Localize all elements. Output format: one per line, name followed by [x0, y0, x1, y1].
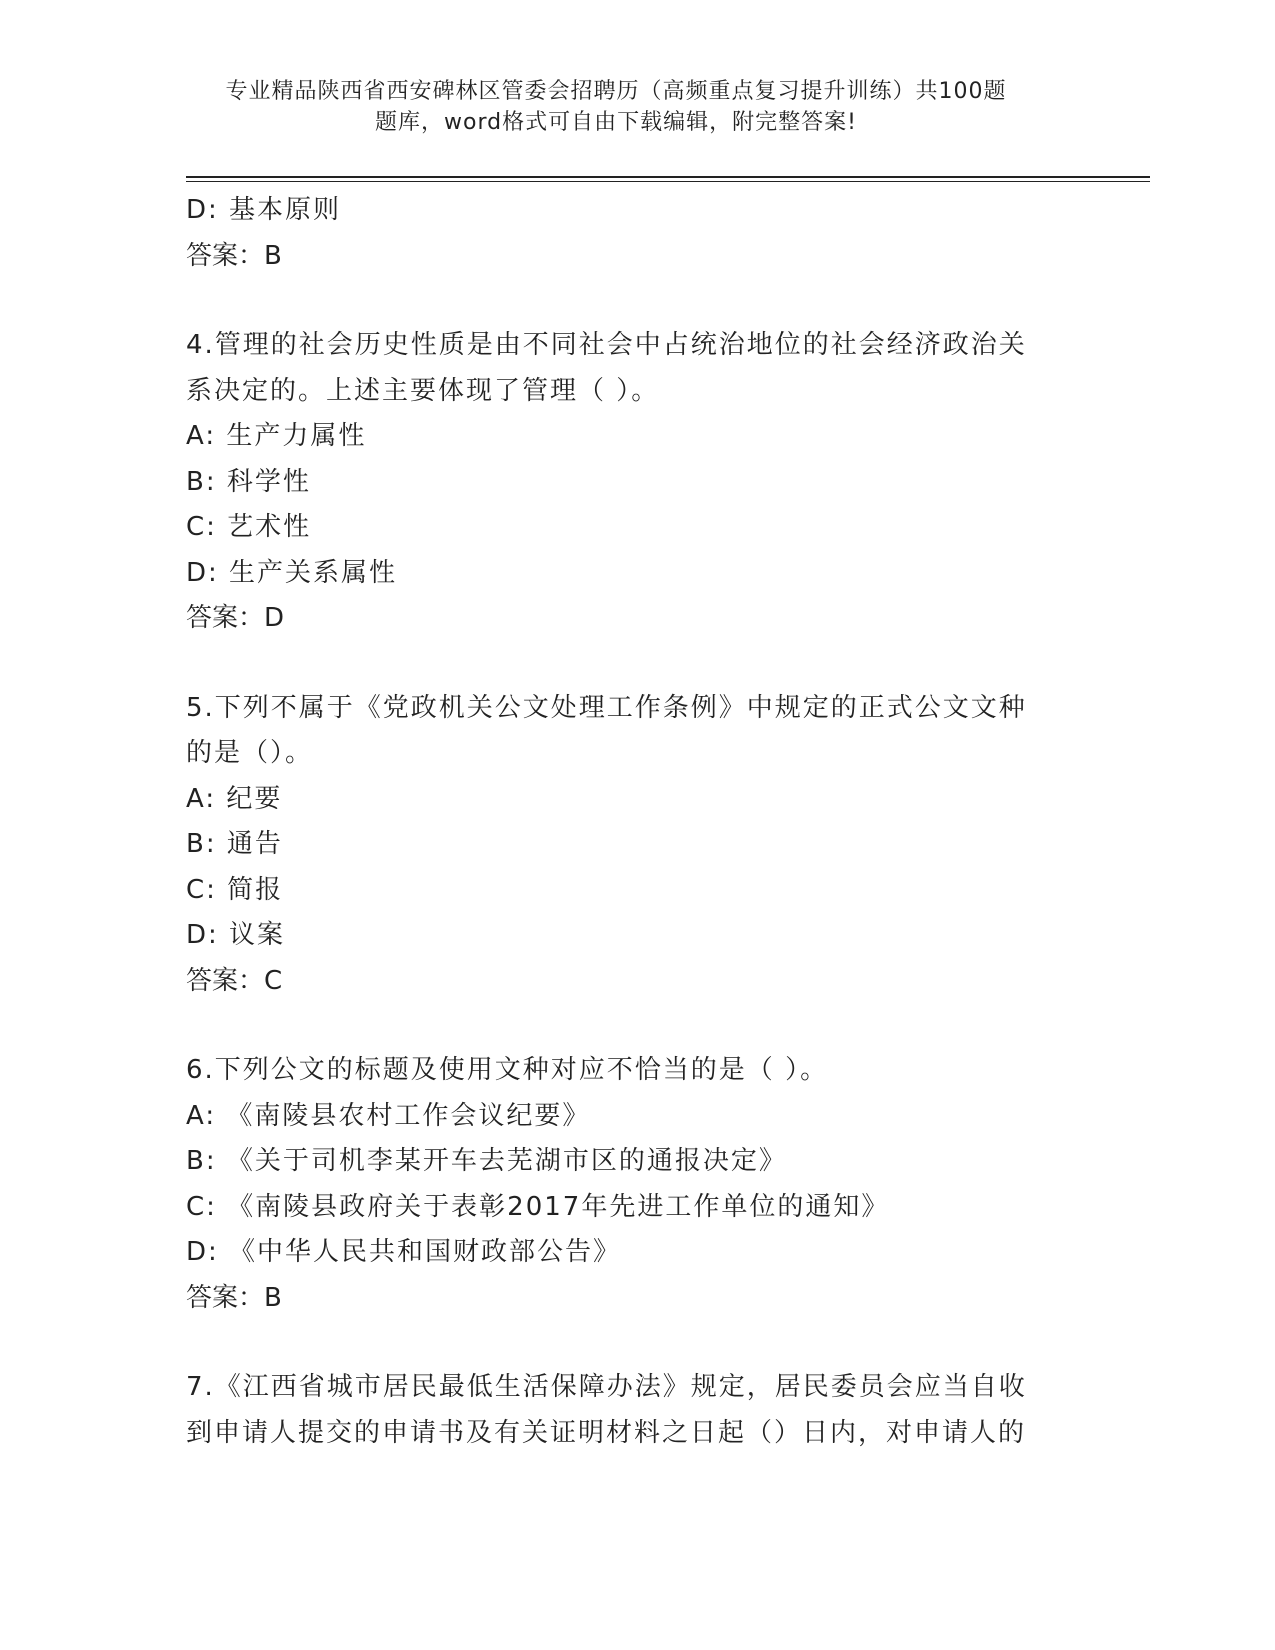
- header-title-line-2: 题库，word格式可自由下载编辑，附完整答案!: [375, 110, 857, 135]
- option-c: C: 简报: [186, 874, 284, 905]
- answer: 答案：B: [186, 1282, 282, 1313]
- header-divider-thick: [186, 176, 1150, 178]
- question-7: [186, 1365, 1076, 1456]
- question-text-line: 系决定的。上述主要体现了管理（ ）。: [186, 375, 660, 406]
- question-text-line: 7.《江西省城市居民最低生活保障办法》规定，居民委员会应当自收: [186, 1372, 1027, 1402]
- answer: 答案：C: [186, 965, 283, 996]
- document-header: [186, 76, 1046, 138]
- option-b: B: 通告: [186, 829, 283, 859]
- option-a: A: 生产力属性: [186, 421, 367, 451]
- question-text-line: 的是（）。: [186, 738, 314, 768]
- question-4: [186, 323, 1076, 642]
- option-a: A: 纪要: [186, 783, 283, 814]
- answer: 答案：D: [186, 603, 285, 633]
- spacer: [186, 1321, 1076, 1365]
- question-text-line: 到申请人提交的申请书及有关证明材料之日起（）日内，对申请人的: [186, 1417, 1027, 1448]
- option-d: D: 基本原则: [186, 195, 342, 225]
- option-d: D: 议案: [186, 920, 286, 950]
- question-text-line: 4.管理的社会历史性质是由不同社会中占统治地位的社会经济政治关: [186, 330, 1027, 360]
- question-text-line: 6.下列公文的标题及使用文种对应不恰当的是（ ）。: [186, 1055, 829, 1085]
- spacer: [186, 642, 1076, 686]
- spacer: [186, 1004, 1076, 1048]
- option-d: D: 生产关系属性: [186, 557, 398, 588]
- question-6: [186, 1048, 1076, 1321]
- header-divider-thin: [186, 181, 1150, 182]
- answer: 答案：B: [186, 240, 282, 271]
- option-d: D: 《中华人民共和国财政部公告》: [186, 1237, 622, 1267]
- option-c: C: 艺术性: [186, 512, 312, 542]
- option-c: C: 《南陵县政府关于表彰2017年先进工作单位的通知》: [186, 1191, 890, 1222]
- option-a: A: 《南陵县农村工作会议纪要》: [186, 1100, 591, 1131]
- question-5: [186, 686, 1076, 1005]
- carryover-question: [186, 188, 1076, 279]
- question-text-line: 5.下列不属于《党政机关公文处理工作条例》中规定的正式公文文种: [186, 692, 1027, 723]
- header-title-line-1: 专业精品陕西省西安碑林区管委会招聘历（高频重点复习提升训练）共100题: [225, 79, 1007, 104]
- option-b: B: 《关于司机李某开车去芜湖市区的通报决定》: [186, 1146, 787, 1176]
- document-body: [186, 188, 1076, 1456]
- spacer: [186, 279, 1076, 323]
- option-b: B: 科学性: [186, 466, 311, 497]
